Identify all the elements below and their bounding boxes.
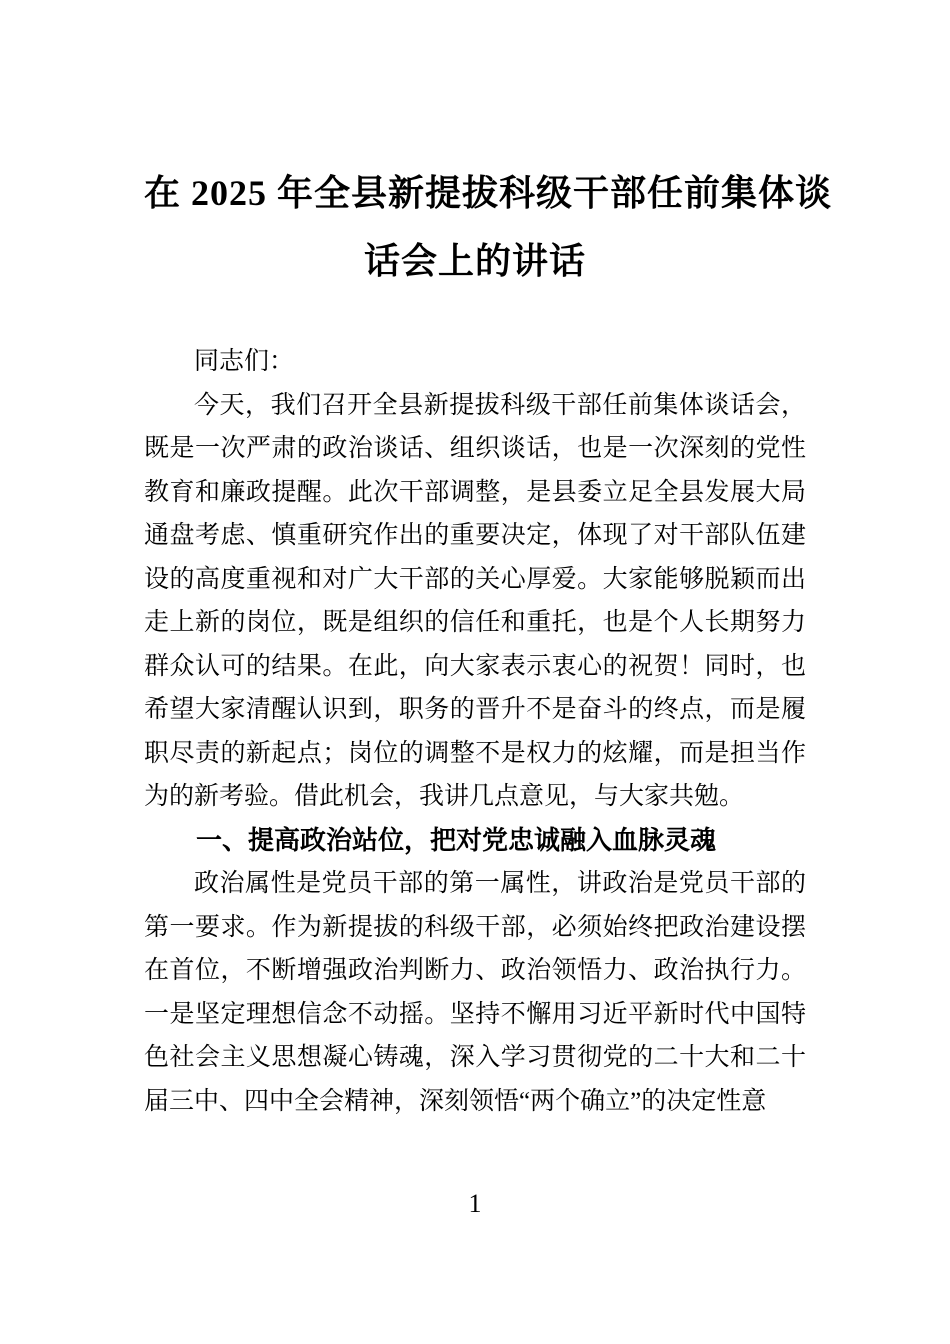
page-number: 1 (468, 1189, 482, 1218)
paragraph: 政治属性是党员干部的第一属性，讲政治是党员干部的第一要求。作为新提拔的科级干部，必须始终把政治建设摆在首位，不断增强政治判断力、政治领悟力、政治执行力。一是坚定理想信念不动摇。坚持不懈用习近平新时代中国特色社会主义思想凝心铸魂，深入学习贯彻党的二十大和二十届三中、四中全会精神，深刻领悟“两个确立”的决定性意 (144, 870, 806, 1115)
document-title-line-2: 话会上的讲话 (363, 241, 586, 281)
salutation: 同志们： (194, 348, 295, 375)
document-title (0, 0, 950, 295)
paragraphs (144, 384, 806, 1124)
section-heading: 一、提高政治站位，把对党忠诚融入血脉灵魂 (196, 824, 717, 855)
document-body (144, 340, 806, 1123)
paragraph: 今天，我们召开全县新提拔科级干部任前集体谈话会，既是一次严肃的政治谈话、组织谈话，也是一次深刻的党性教育和廉政提醒。此次干部调整，是县委立足全县发展大局通盘考虑、慎重研究作出的重要决定，体现了对干部队伍建设的高度重视和对广大干部的关心厚爱。大家能够脱颖而出走上新的岗位，既是组织的信任和重托，也是个人长期努力群众认可的结果。在此，向大家表示衷心的祝贺！同时，也希望大家清醒认识到，职务的晋升不是奋斗的终点，而是履职尽责的新起点；岗位的调整不是权力的炫耀，而是担当作为的新考验。借此机会，我讲几点意见，与大家共勉。 (144, 391, 806, 810)
document-title-line-1: 在 2025 年全县新提拔科级干部任前集体谈 (144, 173, 833, 213)
